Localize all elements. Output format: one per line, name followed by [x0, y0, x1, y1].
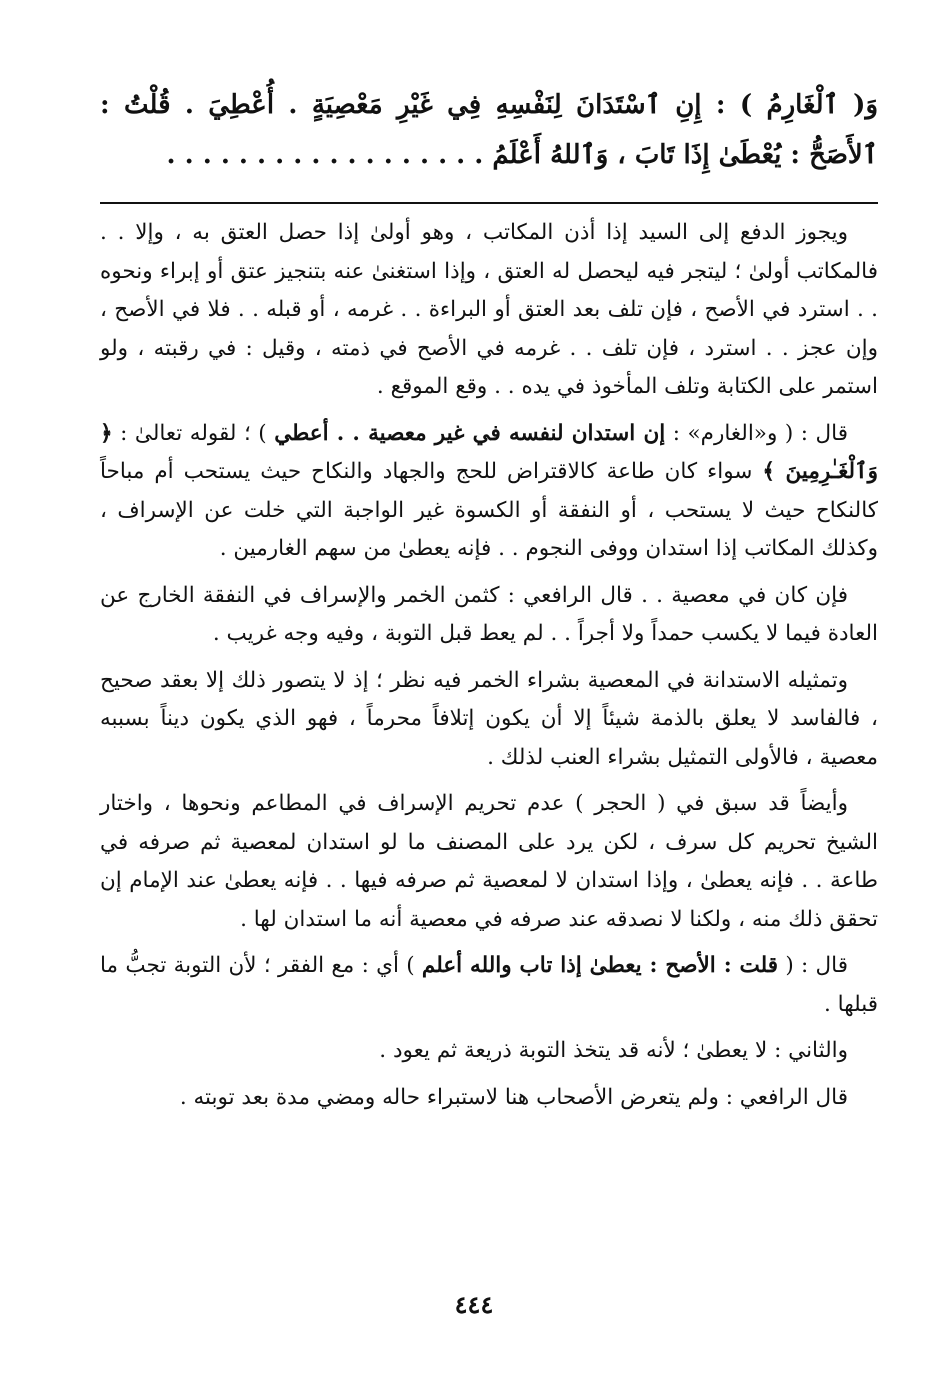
sharh-paragraph — [100, 415, 878, 569]
sharh-paragraph: قال الرافعي : ولم يتعرض الأصحاب هنا لاستبراء حاله ومضي مدة بعد توبته . — [179, 1084, 848, 1110]
sharh-paragraph: فإن كان في معصية . . قال الرافعي : كثمن الخمر والإسراف في النفقة الخارج عن العادة فيما لا يكسب حمداً ولا أجراً . . لم يعط قبل التوبة ، وفيه وجه غريب . — [100, 582, 878, 646]
sharh-paragraph: وأيضاً قد سبق في ( الحجر ) عدم تحريم الإسراف في المطاعم ونحوها ، واختار الشيخ تحريم كل سرف ، لكن يرد على المصنف ما لو استدان لمعصية ثم صرفه في طاعة . . فإنه يعطىٰ ، وإذا استدان لا لمعصية ثم صرفه فيها . . فإنه يعطىٰ عند الإمام إن تحقق ذلك منه ، ولكنا لا نصدقه عند صرفه في معصية أنه ما استدان لها . — [100, 791, 878, 932]
sharh-paragraph: ويجوز الدفع إلى السيد إذا أذن المكاتب ، وهو أولىٰ إذا حصل العتق به ، وإلا . . فالمكاتب أولىٰ ؛ ليتجر فيه ليحصل له العتق ، وإذا استغنىٰ عنه بتنجيز عتق أو إبراء ونحوه . . استرد في الأصح ، فإن تلف بعد العتق أو البراءة . . غرمه ، أو قبله . . فلا في الأصح ، وإن عجز . . استرد ، فإن تلف . . غرمه في الأصح في ذمته ، وقيل : في رقبته ، ولو استمر على الكتابة وتلف المأخوذ في يده . . وقع الموقع . — [100, 220, 878, 399]
page-body — [100, 80, 878, 1125]
sharh-paragraph: وتمثيله الاستدانة في المعصية بشراء الخمر فيه نظر ؛ إذ لا يتصور ذلك إلا بعقد صحيح ، فالفاسد لا يعلق بالذمة شيئاً إلا أن يكون إتلافاً محرماً ، فهو الذي يكون ديناً بسببه معصية ، فالأولى التمثيل بشراء العنب لذلك . — [100, 667, 878, 770]
separator-rule — [100, 202, 878, 204]
sharh-text: ) ؛ لقوله تعالىٰ : — [112, 420, 275, 446]
sharh-paragraph: والثاني : لا يعطىٰ ؛ لأنه قد يتخذ التوبة ذريعة ثم يعود . — [379, 1038, 848, 1063]
sharh-paragraph — [100, 947, 878, 1024]
sharh-text: ) أي : مع الفقر ؛ لأن التوبة تجبُّ ما قبلها . — [100, 953, 878, 1017]
sharh-quote-bold: قلت : الأصح : يعطىٰ إذا تاب والله أعلم — [421, 953, 779, 978]
sharh-quote-bold: إن استدان لنفسه في غير معصية . . أعطي — [274, 420, 666, 446]
sharh-text: سواء كان طاعة كالاقتراض للحج والجهاد والنكاح حيث يستحب أم مباحاً كالنكاح حيث لا يستحب ، أو النفقة أو الكسوة غير الواجبة التي خلت عن الإسراف ، وكذلك المكاتب إذا استدان ووفى النجوم . . فإنه يعطىٰ من سهم الغارمين . — [100, 459, 878, 561]
matn-text: وَ( ٱلْغَارِمُ ) : إِنِ ٱسْتَدَانَ لِنَفْسِهِ فِي غَيْرِ مَعْصِيَةٍ . أُعْطِيَ . قُلْتُ : ٱلأَصَحُّ : يُعْطَىٰ إِذَا تَابَ ، وَٱللهُ أَعْلَمُ . . . . . . . . . . . . . . . . . . — [100, 90, 878, 170]
sharh-text: قال : ( — [778, 953, 848, 978]
sharh-commentary — [100, 214, 878, 1117]
sharh-text: قال : ( و«الغارم» : — [665, 420, 848, 446]
page-number: ٤٤٤ — [454, 1290, 494, 1319]
quran-verse: ﴿ وَٱلْغَـٰرِمِينَ ﴾ — [100, 420, 878, 484]
